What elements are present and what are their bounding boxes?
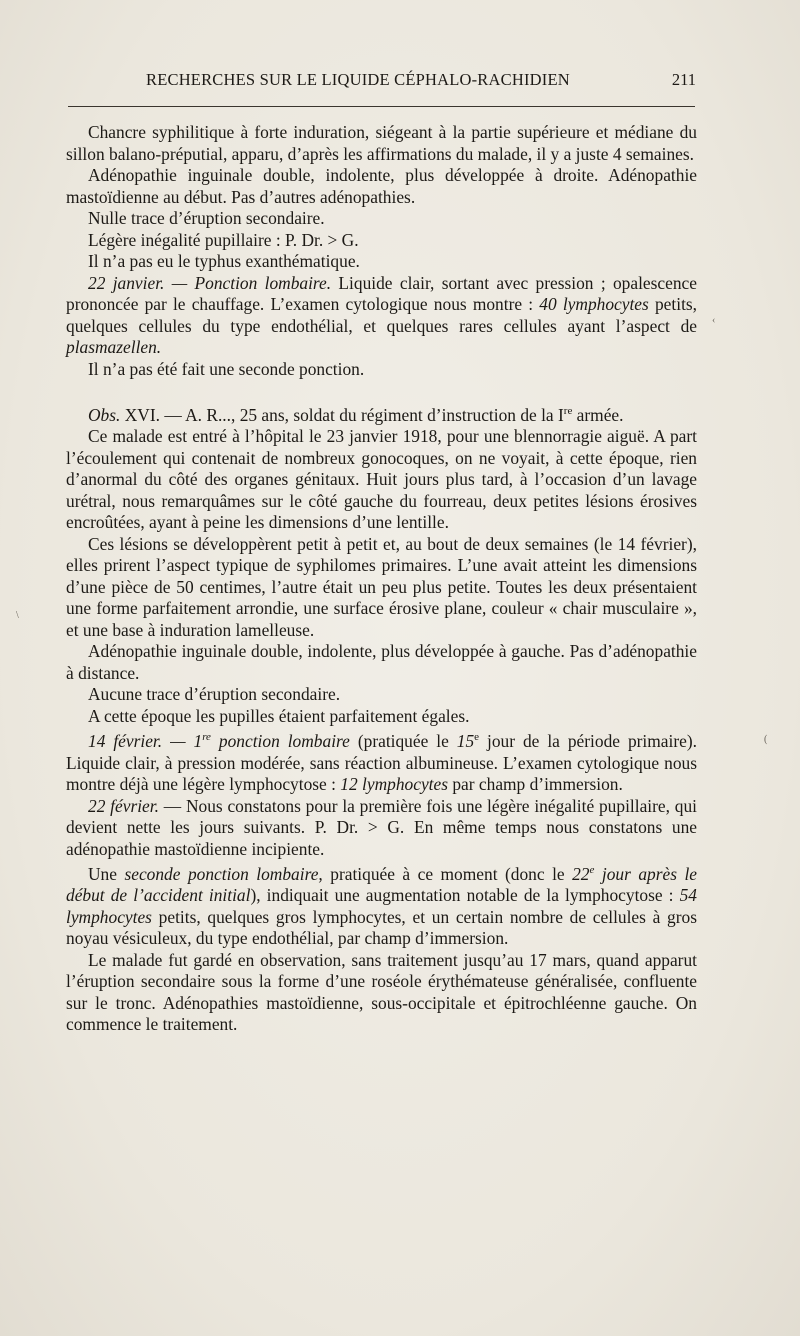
margin-mark: \ [16,610,19,621]
text-run: petits, quelques gros lymphocytes, et un certain nombre de cellules à gros noyau vésiculeux, du type endothélial, par champ d’immersion. [66,906,697,949]
paragraph [66,706,697,728]
superscript: e [589,864,595,877]
text-run: Chancre syphilitique à forte induration, siégeant à la partie supérieure et médiane du sillon balano-préputial, apparu, d’après les affirmations du malade, il y a juste 4 semaines. [66,122,697,164]
text-run: Il n’a pas eu le typhus exanthématique. [88,251,360,271]
italic-run: 15 [456,731,475,752]
italic-run: 40 lymphocytes [539,294,649,314]
paragraph [66,165,697,208]
paragraph [66,796,697,861]
text-run: par champ d’immersion. [448,774,623,795]
italic-run: plasmazellen. [66,337,162,357]
paragraph [66,950,697,1036]
paragraph [66,273,697,359]
text-run: — Nous constatons pour la première fois une légère inégalité pupillaire, qui devient nette les jours suivants. P. Dr. > G. En même temps nous constatons une adénopathie mastoïdienne incipiente. [66,795,697,859]
italic-run: 54 lymphocytes [66,885,697,927]
text-run: Aucune trace d’éruption secondaire. [88,684,341,705]
paragraph [66,359,697,381]
text-run: Liquide clair, sortant avec pression ; opalescence prononcée par le chauffage. L’examen cytologique nous montre : [66,272,697,314]
paragraph [66,251,697,273]
text-run: (pratiquée le [349,731,457,752]
paragraph [66,641,697,684]
paragraph [66,208,697,230]
italic-run: 22 janvier. — Ponction lombaire. [88,272,332,293]
text-run: jour de la période primaire). Liquide clair, à pression modérée, sans réaction albumineuse. L’examen cytologique nous montre déjà une légère lymphocytose : [66,731,697,795]
italic-run: jour après le début de l’accident initial [66,863,698,906]
text-run: armée. [572,404,624,425]
text-run: Légère inégalité pupillaire : P. Dr. > G. [88,229,359,250]
paragraph [66,860,697,950]
text-run: Adénopathie inguinale double, indolente, plus développée à droite. Adénopathie mastoïdienne au début. Pas d’autres adénopathies. [66,165,697,207]
text-run: pratiquée à ce moment (donc le [322,863,573,884]
header-rule [68,106,695,107]
text-run: Le malade fut gardé en observation, sans traitement jusqu’au 17 mars, quand apparut l’éruption secondaire sous la forme d’une roséole érythémateuse généralisée, confluente sur le tronc. Adénopathies mastoïdienne, sous-occipitale et épitrochléenne gauche. On commence le traitement. [66,949,697,1035]
superscript: e [474,731,480,744]
page-number: 211 [671,70,696,89]
italic-run: seconde ponction lombaire, [124,863,323,884]
italic-run: Obs. [88,404,121,425]
text-run: Ces lésions se développèrent petit à petit et, au bout de deux semaines (le 14 février), elles prirent l’aspect typique de syphilomes primaires. L’une avait atteint les dimensions d’une pièce de 50 centimes, l’autre était un peu plus petite. Toutes les deux présentaient une forme parfaitement arrondie, une surface érosive plane, couleur « chair musculaire », et une base à induration lamelleuse. [66,533,697,640]
page-header [66,70,696,94]
text-run: XVI. — A. R..., 25 ans, soldat du régiment d’instruction de la I [120,404,564,425]
text-run: A cette époque les pupilles étaient parfaitement égales. [88,705,470,726]
text-run: Nulle trace d’éruption secondaire. [88,208,325,228]
italic-run: 22 [572,863,590,884]
paragraph [66,534,697,642]
text-run: Il n’a pas été fait une seconde ponction. [88,358,365,379]
text-run: Ce malade est entré à l’hôpital le 23 janvier 1918, pour une blennorragie aiguë. A part l’écoulement qui contenait de nombreux gonocoques, on ne voyait, à cette époque, rien d’anormal du côté des organes génitaux. Huit jours plus tard, à l’occasion d’un lavage urétral, nous remarquâmes sur le côté gauche du fourreau, deux petites lésions érosives encroûtées, ayant à peine les dimensions d’une lentille. [66,426,697,533]
paragraph [66,122,697,165]
paragraph [66,684,697,706]
margin-mark: ‹ [712,315,716,326]
margin-mark: ( [764,734,768,745]
running-title: RECHERCHES SUR LE LIQUIDE CÉPHALO-RACHIDIEN [146,70,570,89]
text-run: ), indiquait une augmentation notable de la lymphocytose : [250,885,680,906]
paragraph [66,426,697,534]
paragraph [66,727,697,795]
observation-heading-paragraph [66,401,697,426]
superscript: re [202,731,211,744]
italic-run: ponction lombaire [210,731,350,752]
italic-run: 12 lymphocytes [340,774,448,795]
body-text [66,122,697,1036]
italic-run: 22 février. [88,795,159,816]
superscript: re [563,405,573,417]
text-run: Adénopathie inguinale double, indolente, plus développée à gauche. Pas d’adénopathie à distance. [66,641,697,683]
text-run: petits, quelques cellules du type endothélial, et quelques rares cellules ayant l’aspect de [66,294,698,336]
italic-run: 14 février. — 1 [88,731,203,752]
paragraph [66,230,697,252]
text-run: Une [88,863,125,884]
